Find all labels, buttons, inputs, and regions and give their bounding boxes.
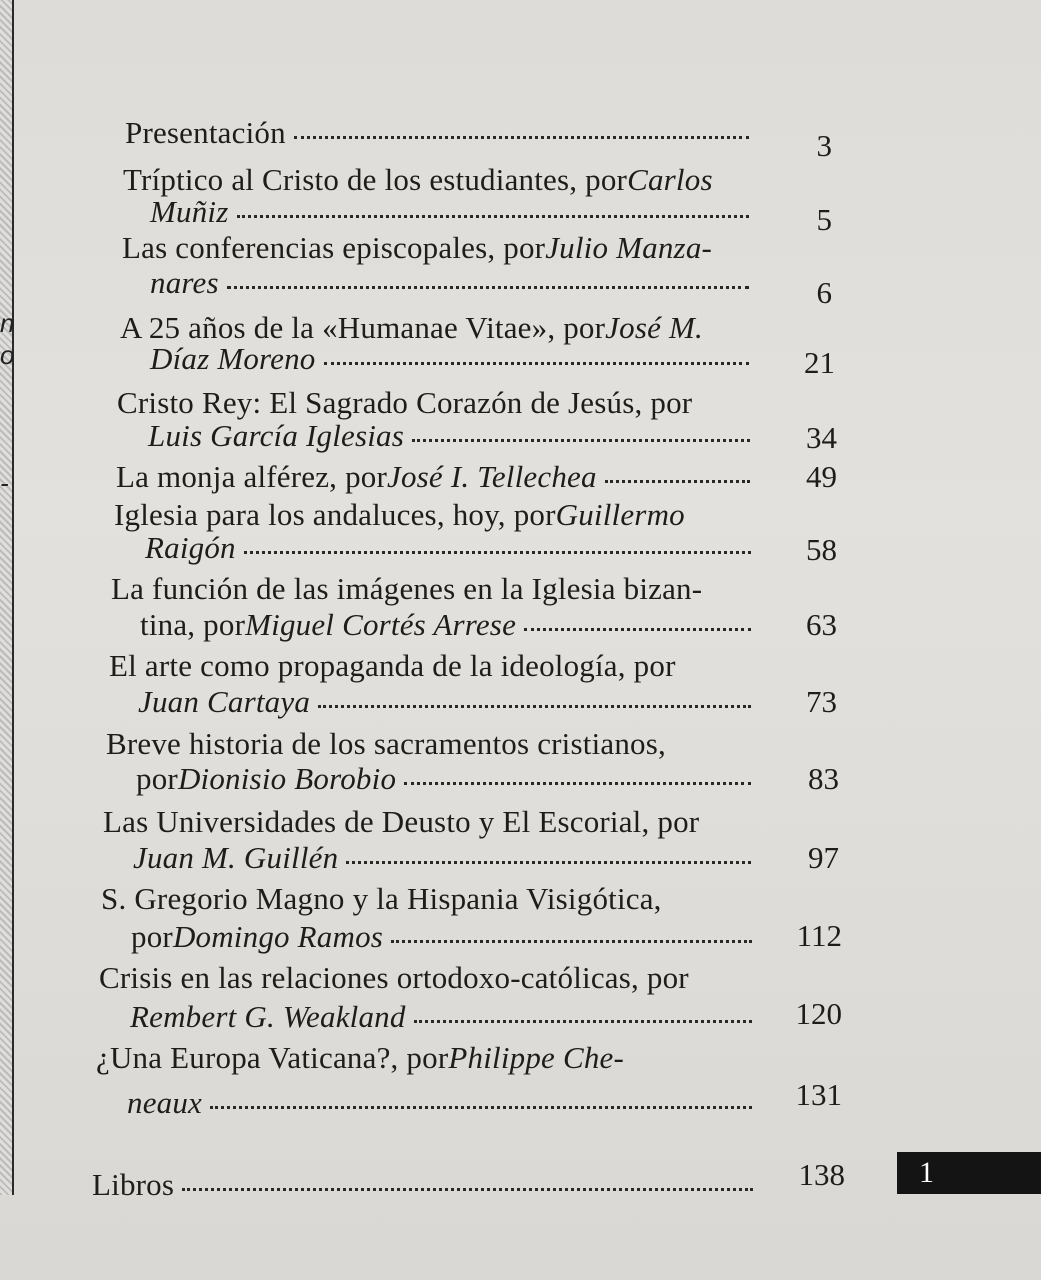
page-number: 97 <box>808 840 839 875</box>
toc-entry-title <box>101 881 662 917</box>
dot-leader <box>210 1106 752 1109</box>
dot-leader <box>524 628 751 631</box>
toc-entry-continuation <box>127 1085 758 1121</box>
entry-author: neaux <box>127 1085 203 1120</box>
entry-author: Díaz Moreno <box>150 341 316 376</box>
toc-entry-continuation <box>145 530 757 566</box>
entry-author: Carlos <box>627 162 713 197</box>
entry-title-text: S. Gregorio Magno y la Hispania Visigótica, <box>101 881 662 916</box>
toc-entry-title <box>109 648 676 684</box>
dot-leader <box>294 136 749 139</box>
page-number: 63 <box>806 607 837 642</box>
toc-entry-continuation <box>130 999 758 1035</box>
entry-title-text: Iglesia para los andaluces, hoy, por <box>114 497 556 532</box>
dot-leader <box>391 940 752 943</box>
entry-title-text: Tríptico al Cristo de los estudiantes, por <box>123 162 628 197</box>
toc-entry-title <box>117 385 692 421</box>
entry-author: Julio Manza- <box>545 230 713 265</box>
entry-author: Rembert G. Weakland <box>130 999 406 1034</box>
dot-leader <box>324 362 749 365</box>
dot-leader <box>605 480 750 483</box>
entry-author: Miguel Cortés Arrese <box>245 607 517 642</box>
page-number: 138 <box>798 1157 845 1192</box>
toc-entry-title <box>96 1040 624 1076</box>
entry-author: Dionisio Borobio <box>177 761 397 796</box>
entry-title-text: por <box>136 761 178 796</box>
margin-letter: o <box>0 340 15 370</box>
page-number: 112 <box>796 918 842 953</box>
margin-letter: n <box>0 308 15 338</box>
entry-title-text: Las Universidades de Deusto y El Escorial, por <box>103 804 700 839</box>
entry-title-text: La función de las imágenes en la Iglesia bizan- <box>111 571 703 606</box>
toc-entry-continuation <box>150 341 755 377</box>
dot-leader <box>182 1188 753 1191</box>
entry-title-text: Presentación <box>125 115 286 150</box>
toc-entry-continuation <box>150 265 755 301</box>
page-number: 34 <box>806 420 837 455</box>
toc-entry-continuation <box>131 919 758 955</box>
dot-leader <box>414 1020 752 1023</box>
page-number: 3 <box>816 128 832 163</box>
page-number: 131 <box>795 1077 842 1112</box>
entry-title-text: tina, por <box>140 607 246 642</box>
toc-entry-continuation <box>138 684 757 720</box>
toc-entry-title <box>123 162 713 198</box>
entry-author: nares <box>150 265 219 300</box>
dot-leader <box>346 861 751 864</box>
entry-author: Philippe Che- <box>448 1040 625 1075</box>
entry-title-text: por <box>131 919 173 954</box>
toc-entry-continuation <box>148 418 756 454</box>
page-number: 120 <box>795 996 842 1031</box>
toc-entry-continuation <box>150 194 755 230</box>
toc-entry-title <box>116 459 756 495</box>
page-number: 58 <box>806 532 837 567</box>
entry-title-text: Breve historia de los sacramentos cristianos, <box>106 726 666 761</box>
page-number: 49 <box>806 459 837 494</box>
page-number: 6 <box>816 275 832 310</box>
entry-title-text: Libros <box>92 1167 175 1202</box>
page-number: 83 <box>808 761 839 796</box>
dot-leader <box>412 439 750 442</box>
toc-entry-title <box>111 571 702 607</box>
margin-letter: - <box>0 468 9 498</box>
toc-entry-title <box>92 1167 759 1203</box>
entry-title-text: El arte como propaganda de la ideología, por <box>109 648 676 683</box>
toc-entry-title <box>99 960 689 996</box>
entry-title-text: La monja alférez, por <box>116 459 387 494</box>
toc-entry-continuation <box>133 840 757 876</box>
entry-title-text: Las conferencias episcopales, por <box>122 230 546 265</box>
page-number-tab: 1 <box>897 1152 1041 1194</box>
toc-entry-title <box>106 726 666 762</box>
entry-author: Domingo Ramos <box>172 919 384 954</box>
entry-author: José M. <box>605 310 703 345</box>
dot-leader <box>318 705 751 708</box>
toc-entry-title <box>125 115 755 151</box>
entry-author: Guillermo <box>555 497 685 532</box>
toc-entry-title <box>122 230 712 266</box>
toc-entry-continuation <box>140 607 757 643</box>
entry-author: Muñiz <box>150 194 229 229</box>
entry-title-text: Cristo Rey: El Sagrado Corazón de Jesús, por <box>117 385 693 420</box>
entry-author: Juan Cartaya <box>138 684 311 719</box>
entry-author: Luis García Iglesias <box>148 418 405 453</box>
entry-title-text: A 25 años de la «Humanae Vitae», por <box>120 310 606 345</box>
entry-title-text: ¿Una Europa Vaticana?, por <box>96 1040 449 1075</box>
entry-author: José I. Tellechea <box>387 459 597 494</box>
dot-leader <box>227 286 749 289</box>
toc-entry-continuation <box>136 761 757 797</box>
entry-author: Juan M. Guillén <box>133 840 339 875</box>
page-number: 21 <box>804 345 835 380</box>
page-number: 5 <box>816 202 832 237</box>
entry-author: Raigón <box>145 530 236 565</box>
toc-entry-title <box>103 804 699 840</box>
entry-title-text: Crisis en las relaciones ortodoxo-católicas, por <box>99 960 689 995</box>
toc-entry-title <box>114 497 685 533</box>
page-number: 73 <box>806 684 837 719</box>
dot-leader <box>237 215 750 218</box>
dot-leader <box>404 782 751 785</box>
dot-leader <box>244 551 751 554</box>
